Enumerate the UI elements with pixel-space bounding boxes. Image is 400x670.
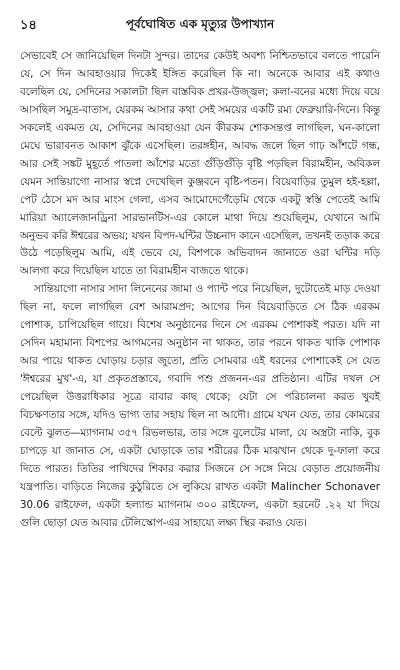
page-header [20,14,380,38]
paragraph: সেভাবেই সে জানিয়েছিল দিনটা সুন্দর। তাদের কেউই অবশ্য নিশ্চিতভাবে বলতে পারেনি যে, সে দিন আবহাওয়ার দিকেই ইঙ্গিত করেছিল কি না। অনেকে আবার এই কথাও বলেছিল যে, সেদিনের সকালটা ছিল বাস্তবিক প্রখর-উজ্জ্বল; কলা-বনের মধ্যে দিয়ে বয়ে আসছিল সমুদ্র-বাতাস, যেরকম আসার কথা সেই সময়ের একটি রম্য ফেব্রুয়ারি-দিনে। কিন্তু সকলেই একমত যে, সেদিনের আবহাওয়া যেন কীরকম শোকসন্তপ্ত লাগছিল, ঘন-কালো মেঘে ভারাবনত আকাশ ঝুঁকে এসেছিল। তরঙ্গহীন, আবদ্ধ জলে ছিল গাঢ় আঁশটে গন্ধ, আর সেই সঙ্কট মুহূর্তে পাতলা আঁশের মতো গুঁড়িগুঁড়ি বৃষ্টি পড়ছিল বিরামহীন, অবিকল যেমন সান্তিয়াগো নাসার স্বপ্নে দেখেছিল কুঞ্জবনে বৃষ্টি-পতন। বিয়েবাড়ির তুমুল হই-হল্লা, পেট ঠেসে মদ আর মাংস গেলা, এসব আমোদেগেঁড়েমি থেকে একটু স্বস্তি পেতেই আমি মারিয়া অ্যালেজানড্রিনা সারভানটিস-এর কোলে মাথা দিয়ে শুয়েছিলুম, যেখানে আমি অনুভব করি ঈশ্বরের অভয়; যখন বিপদ-ঘন্টির উচ্চনাদ কানে এসেছিল, তখনই তড়াক করে উঠে পড়েছিলুম আমি, এই ভেবে যে, বিশপকে অভিবাদন জানাতে ওরা ঘন্টির দড়ি আলগা করে দিয়েছিল যাতে তা বিরামহীন বাজতে থাকে। [20,50,380,278]
page-number: ১৪ [20,18,37,33]
running-title: পূর্বঘোষিত এক মৃত্যুর উপাখ্যান [125,17,275,31]
body-text [20,48,380,533]
paragraph: সান্তিয়াগো নাসার সাদা লিনেনের জামা ও প্যান্ট পরে নিয়েছিল, দুটোতেই মাড় দেওয়া ছিল না, ফলে লাগছিল বেশ আরামপ্রদ; আগের দিন বিয়েবাড়িতে সে ঠিক এরকম পোশাক, চাপিয়েছিল গায়ে। বিশেষ অনুষ্ঠানের দিনে সে এরকম পোশাকই পরত। যদি না সেদিন মহামান্য বিশপের আগমনের অনুষ্ঠান না থাকত, তার পরনে থাকত খাকি পোশাক আর পায়ে থাকত ঘোড়ায় চড়ার জুতো, প্রতি সোমবার এই ধরনের পোশাকেই সে যেত 'ঈশ্বরের মুখ'-এ, যা প্রকৃতপ্রস্তাবে, গবাদি পশু প্রজনন-এর প্রতিষ্ঠান। এটির দখল সে পেয়েছিল উত্তরাধিকার সূত্রে বাবার কাছ থেকে; যেটা সে পরিচালনা করত খুবই বিচক্ষণতার সঙ্গে, যদিও ভাগ্য তার সহায় ছিল না আদৌ। গ্রামে যখন যেত, তার কোমরের বেল্টে ঝুলত—ম্যাগনাম ৩৫৭ রিভলভার, তার সঙ্গে বুলেটের মালা, যে অস্ত্রটা নাকি, বুক চাপড়ে যা জানাত সে, একটা ঘোড়াকে তার শরীরের ঠিক মাঝখান থেকে দু-ফালা করে দিতে পারত। তিতির পাখিদের শিকার করার সিজনে সে সঙ্গে নিয়ে বেড়াত প্রয়োজনীয় যন্ত্রপাতি। বাড়িতে নিজের কুঠুরিতে সে লুকিয়ে রাখত একটা Malincher Schonaver 30.06 রাইফেল, একটা হল্যান্ড ম্যাগনাম ৩০০ রাইফেল, একটা হরনেট .২২ যা দিয়ে গুলি ছোড়া যেত আবার টেলিস্কোপ-এর সাহায্যে লক্ষ্য স্থির করাও যেত। [20,283,380,529]
